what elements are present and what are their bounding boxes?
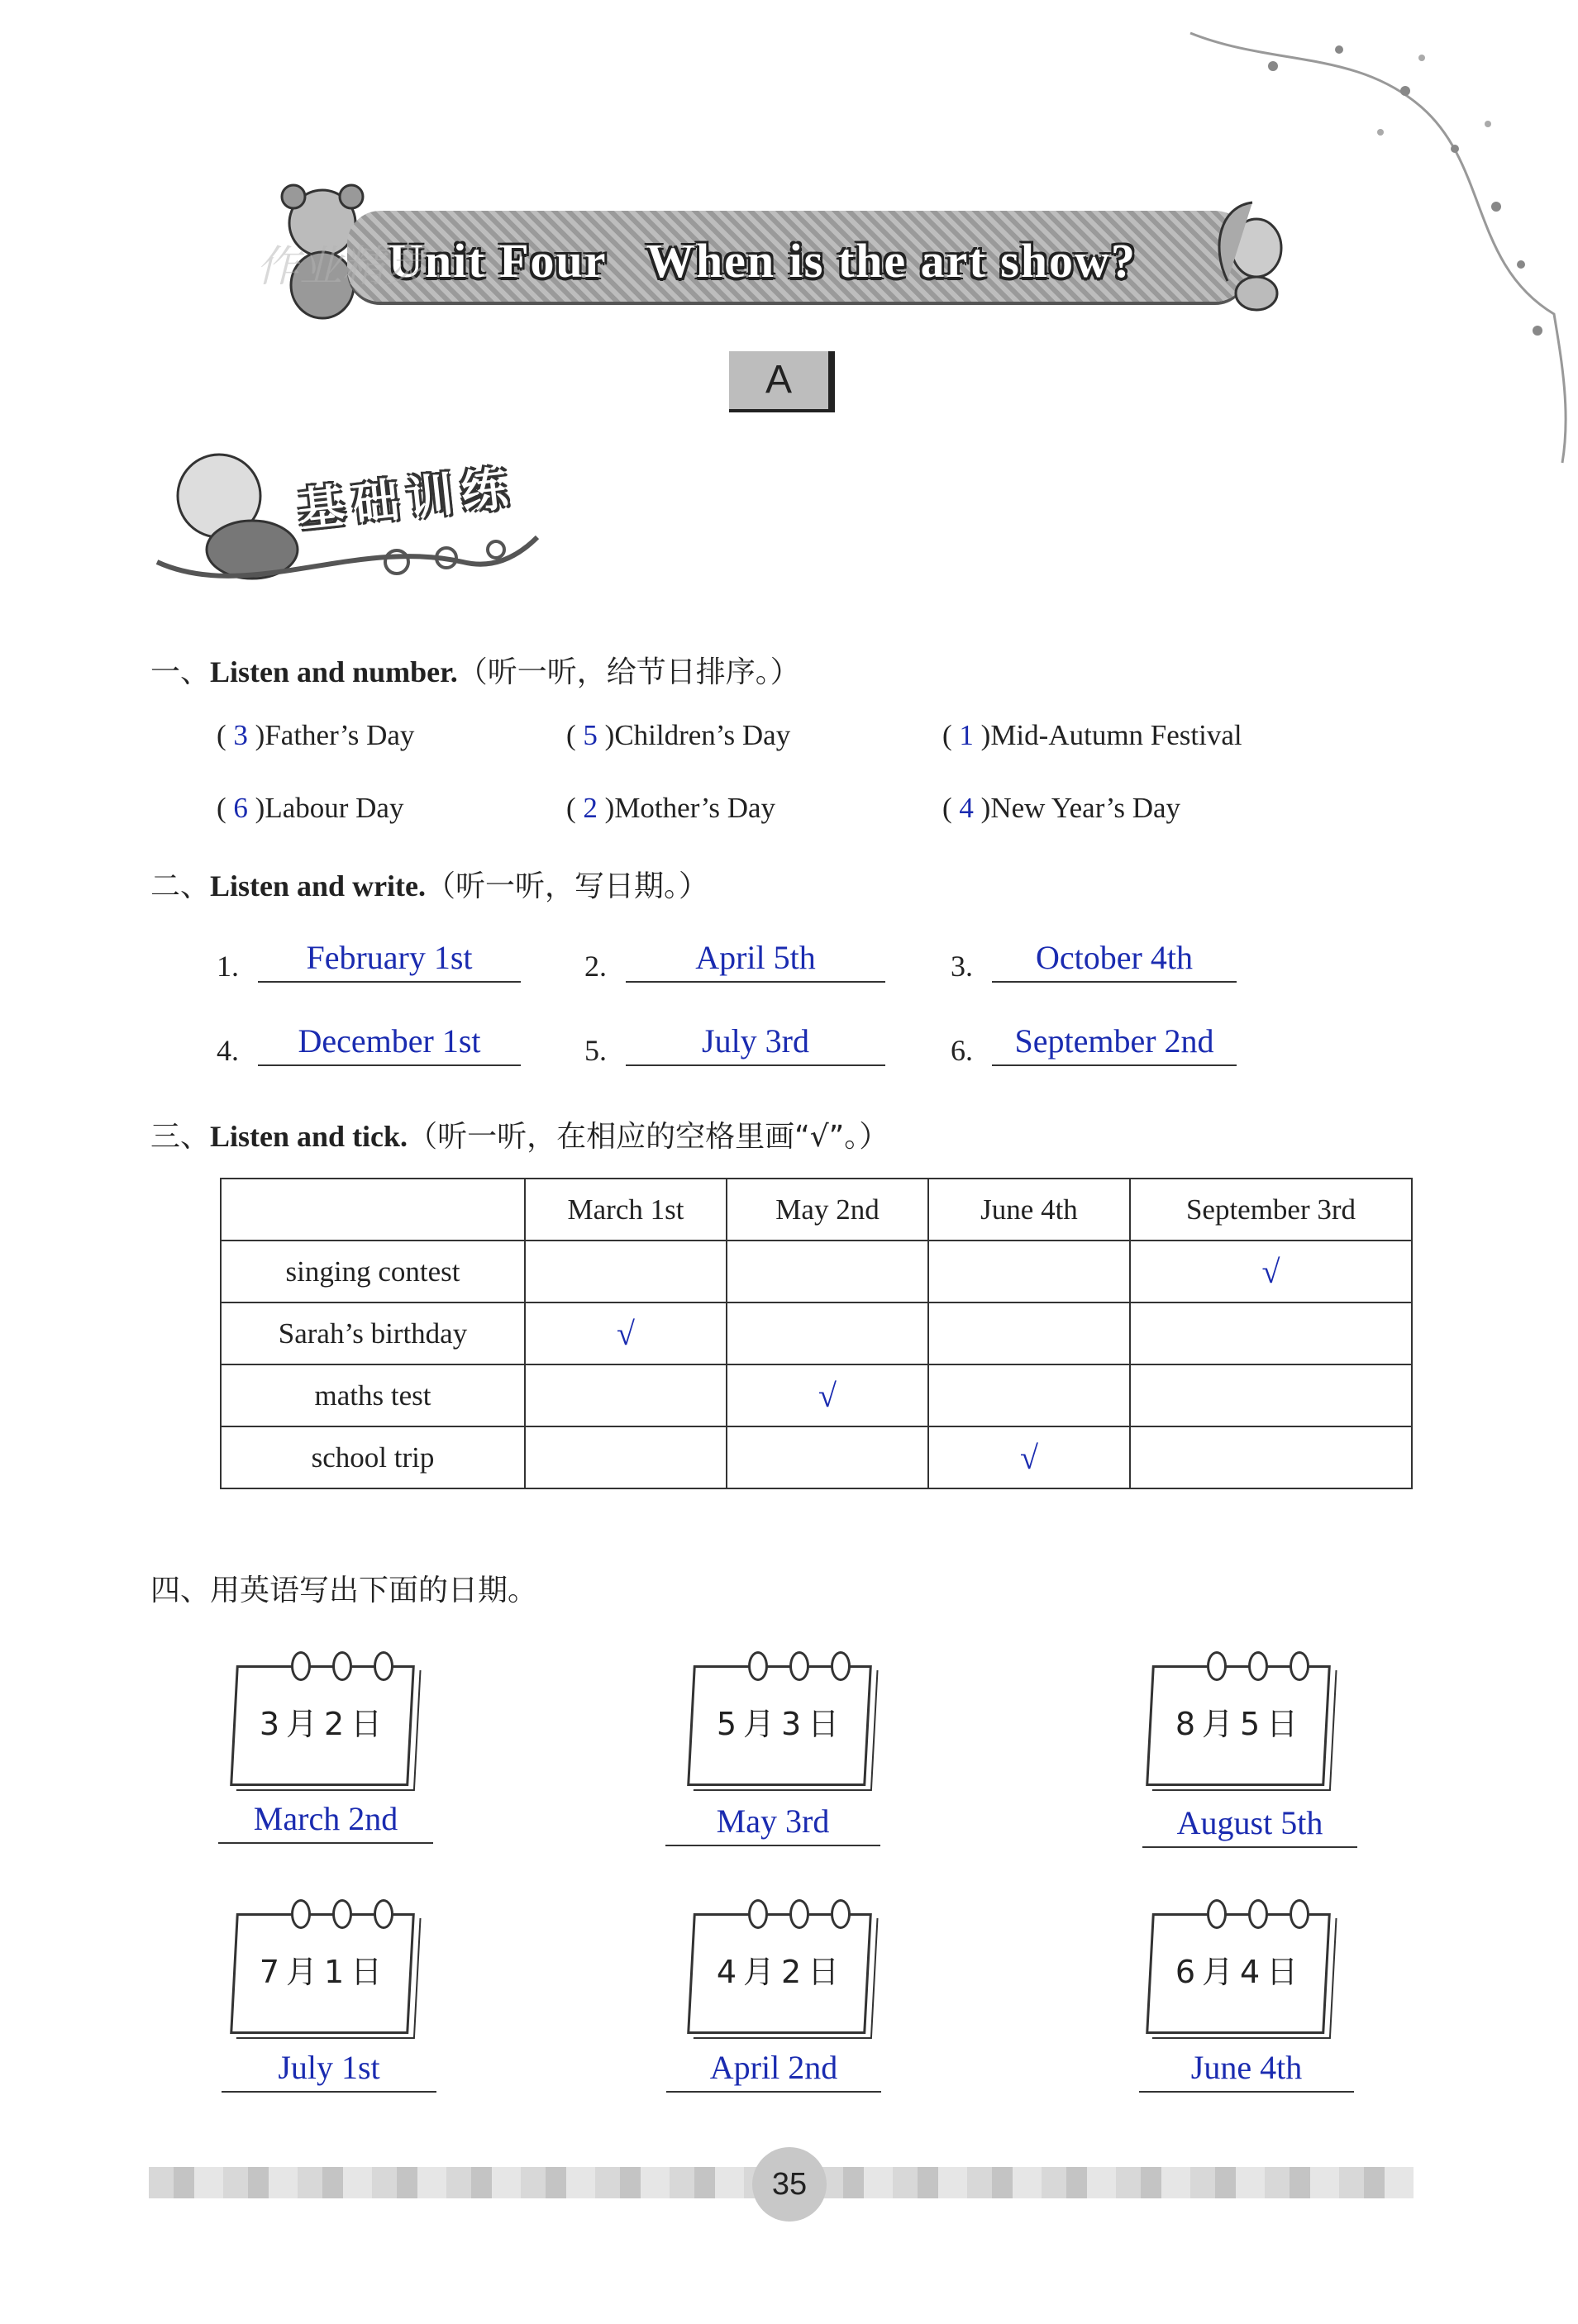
calendar-ring-icon bbox=[748, 1651, 768, 1681]
table-cell bbox=[1130, 1302, 1412, 1364]
q4-answer: March 2nd bbox=[218, 1798, 433, 1844]
q1-item: ( 1 )Mid-Autumn Festival bbox=[942, 719, 1242, 751]
q1-item: ( 4 )New Year’s Day bbox=[942, 792, 1181, 824]
tick-table bbox=[220, 1178, 1413, 1489]
calendar-date: 5月3日 bbox=[716, 1706, 846, 1742]
q2-number: 1. bbox=[217, 950, 239, 983]
q3-heading-num: 三、 bbox=[150, 1120, 211, 1154]
calendar-ring-icon bbox=[831, 1651, 851, 1681]
calendar-ring-icon bbox=[789, 1899, 809, 1929]
q2-answer: April 5th bbox=[626, 938, 885, 983]
squirrel-mascot-icon bbox=[1211, 198, 1302, 314]
table-header-row bbox=[221, 1179, 1412, 1241]
calendar-date: 6月4日 bbox=[1175, 1954, 1305, 1990]
table-cell bbox=[727, 1302, 928, 1364]
calendar-ring-icon bbox=[1207, 1651, 1227, 1681]
table-column-header: June 4th bbox=[928, 1179, 1130, 1241]
calendar-ring-icon bbox=[1248, 1899, 1268, 1929]
calendar-ring-icon bbox=[748, 1899, 768, 1929]
table-cell bbox=[525, 1241, 727, 1302]
q2-answer: December 1st bbox=[258, 1022, 521, 1066]
calendar-date: 8月5日 bbox=[1175, 1706, 1305, 1742]
table-column-header: May 2nd bbox=[727, 1179, 928, 1241]
table-cell bbox=[928, 1364, 1130, 1426]
q4-answer: July 1st bbox=[222, 2046, 436, 2093]
q4-answer: June 4th bbox=[1139, 2046, 1354, 2093]
table-column-header: September 3rd bbox=[1130, 1179, 1412, 1241]
q1-item: ( 2 )Mother’s Day bbox=[566, 792, 776, 824]
q1-heading bbox=[150, 649, 800, 691]
q1-label: Children’s Day bbox=[614, 719, 791, 751]
q1-answer: 1 bbox=[959, 719, 974, 751]
table-cell bbox=[1130, 1426, 1412, 1488]
q1-label: Mother’s Day bbox=[614, 792, 776, 824]
table-row-label: maths test bbox=[221, 1364, 525, 1426]
calendar-ring-icon bbox=[374, 1899, 393, 1929]
table-row bbox=[221, 1426, 1412, 1488]
table-corner-cell bbox=[221, 1179, 525, 1241]
calendar-ring-icon bbox=[332, 1899, 352, 1929]
q2-heading-num: 二、 bbox=[150, 869, 211, 903]
q3-heading-en: Listen and tick. bbox=[210, 1120, 408, 1153]
q3-heading-cn: （听一听，在相应的空格里画“√”。） bbox=[408, 1120, 889, 1154]
calendar-ring-icon bbox=[291, 1651, 311, 1681]
table-row-label: school trip bbox=[221, 1426, 525, 1488]
q2-answer: July 3rd bbox=[626, 1022, 885, 1066]
q1-answer: 6 bbox=[233, 792, 248, 824]
calendar-ring-icon bbox=[789, 1651, 809, 1681]
q1-answer: 5 bbox=[583, 719, 598, 751]
q1-answer: 4 bbox=[959, 792, 974, 824]
calendar-card bbox=[217, 1893, 415, 2017]
table-column-header: March 1st bbox=[525, 1179, 727, 1241]
q1-label: Mid-Autumn Festival bbox=[990, 719, 1242, 751]
calendar-card bbox=[674, 1893, 872, 2017]
calendar-ring-icon bbox=[291, 1899, 311, 1929]
calendar-date: 3月2日 bbox=[259, 1706, 389, 1742]
q4-answer: April 2nd bbox=[666, 2046, 881, 2093]
q1-heading-en: Listen and number. bbox=[210, 655, 458, 688]
calendar-ring-icon bbox=[374, 1651, 393, 1681]
q2-number: 4. bbox=[217, 1034, 239, 1067]
q1-heading-num: 一、 bbox=[150, 655, 211, 689]
table-row-label: Sarah’s birthday bbox=[221, 1302, 525, 1364]
calendar-ring-icon bbox=[332, 1651, 352, 1681]
q2-heading-cn: （听一听，写日期。） bbox=[426, 869, 709, 903]
table-cell: √ bbox=[525, 1302, 727, 1364]
q2-number: 5. bbox=[584, 1034, 607, 1067]
calendar-ring-icon bbox=[831, 1899, 851, 1929]
q2-number: 2. bbox=[584, 950, 607, 983]
calendar-ring-icon bbox=[1290, 1651, 1309, 1681]
q2-heading bbox=[150, 863, 708, 905]
table-cell: √ bbox=[1130, 1241, 1412, 1302]
table-cell bbox=[525, 1364, 727, 1426]
q2-number: 3. bbox=[951, 950, 973, 983]
table-row bbox=[221, 1241, 1412, 1302]
table-cell bbox=[928, 1302, 1130, 1364]
practice-label: 基础训练 bbox=[295, 461, 519, 538]
q2-heading-en: Listen and write. bbox=[210, 869, 427, 902]
calendar-ring-icon bbox=[1290, 1899, 1309, 1929]
q3-heading bbox=[150, 1113, 889, 1155]
q4-answer: May 3rd bbox=[665, 1800, 880, 1846]
table-row bbox=[221, 1302, 1412, 1364]
q2-answer: October 4th bbox=[992, 938, 1237, 983]
q1-answer: 2 bbox=[583, 792, 598, 824]
q1-label: New Year’s Day bbox=[990, 792, 1181, 824]
table-cell bbox=[727, 1426, 928, 1488]
table-cell: √ bbox=[727, 1364, 928, 1426]
calendar-date: 7月1日 bbox=[259, 1954, 389, 1990]
q1-item: ( 6 )Labour Day bbox=[217, 792, 404, 824]
table-cell bbox=[1130, 1364, 1412, 1426]
calendar-card bbox=[1132, 1893, 1331, 2017]
q1-item: ( 5 )Children’s Day bbox=[566, 719, 791, 751]
table-cell bbox=[928, 1241, 1130, 1302]
q2-number: 6. bbox=[951, 1034, 973, 1067]
table-row bbox=[221, 1364, 1412, 1426]
table-cell bbox=[727, 1241, 928, 1302]
calendar-ring-icon bbox=[1207, 1899, 1227, 1929]
calendar-card bbox=[674, 1645, 872, 1769]
q2-answer: February 1st bbox=[258, 938, 521, 983]
q2-answer: September 2nd bbox=[992, 1022, 1237, 1066]
table-cell bbox=[525, 1426, 727, 1488]
calendar-card bbox=[1132, 1645, 1331, 1769]
q4-answer: August 5th bbox=[1142, 1802, 1357, 1848]
calendar-ring-icon bbox=[1248, 1651, 1268, 1681]
section-label: A bbox=[729, 351, 835, 412]
table-cell: √ bbox=[928, 1426, 1130, 1488]
table-row-label: singing contest bbox=[221, 1241, 525, 1302]
watermark: 作业精灵 bbox=[256, 242, 429, 292]
calendar-date: 4月2日 bbox=[716, 1954, 846, 1990]
q1-heading-cn: （听一听，给节日排序。） bbox=[457, 655, 800, 689]
q1-item: ( 3 )Father’s Day bbox=[217, 719, 415, 751]
q1-label: Father’s Day bbox=[265, 719, 415, 751]
page-title: Unit Four When is the art show? bbox=[389, 234, 1137, 288]
q1-label: Labour Day bbox=[265, 792, 404, 824]
page-number: 35 bbox=[752, 2147, 827, 2222]
q1-answer: 3 bbox=[233, 719, 248, 751]
calendar-card bbox=[217, 1645, 415, 1769]
q4-heading: 四、用英语写出下面的日期。 bbox=[150, 1574, 538, 1607]
